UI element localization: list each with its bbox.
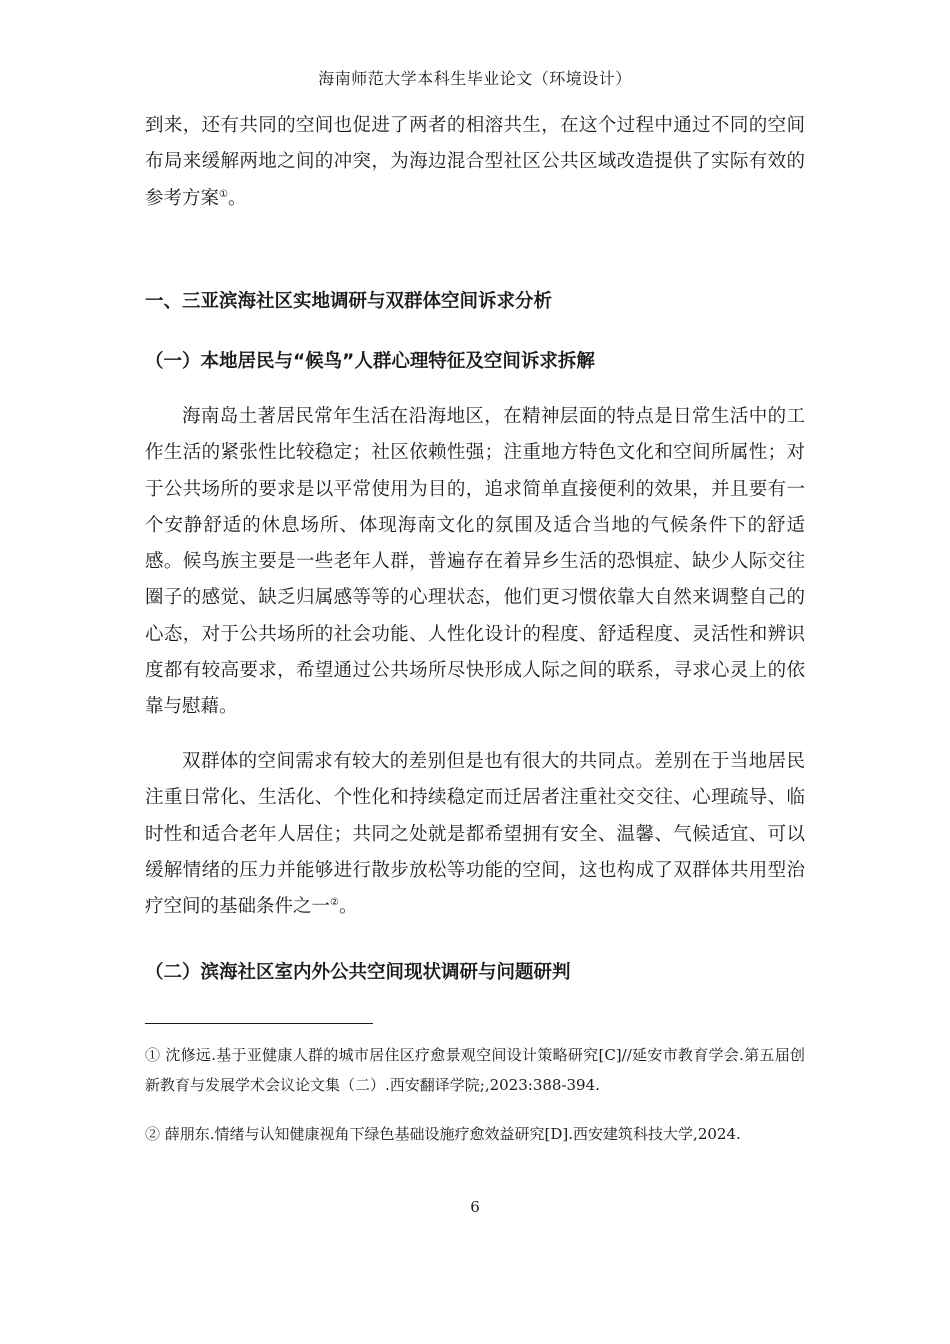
intro-paragraph-text: 到来，还有共同的空间也促进了两者的相溶共生，在这个过程中通过不同的空间布局来缓解两地之间的冲突，为海边混合型社区公共区域改造提供了实际有效的参考方案 xyxy=(145,115,805,209)
intro-paragraph-end: 。 xyxy=(227,187,247,209)
body-paragraph-2-text: 双群体的空间需求有较大的差别但是也有很大的共同点。差别在于当地居民注重日常化、生活化、个性化和持续稳定而迁居者注重社交交往、心理疏导、临时性和适合老年人居住；共同之处就是都希望拥有安全、温馨、气候适宜、可以缓解情绪的压力并能够进行散步放松等功能的空间，这也构成了双群体共用型治疗空间的基础条件之一 xyxy=(145,751,805,918)
footnote-1 xyxy=(145,1040,805,1100)
intro-paragraph xyxy=(145,108,805,217)
body-paragraph-1: 海南岛土著居民常年生活在沿海地区，在精神层面的特点是日常生活中的工作生活的紧张性比较稳定；社区依赖性强；注重地方特色文化和空间所属性；对于公共场所的要求是以平常使用为目的，追求简单直接便利的效果，并且要有一个安静舒适的休息场所、体现海南文化的氛围及适合当地的气候条件下的舒适感。候鸟族主要是一些老年人群，普遍存在着异乡生活的恐惧症、缺少人际交往圈子的感觉、缺乏归属感等等的心理状态，他们更习惯依靠大自然来调整自己的心态，对于公共场所的社会功能、人性化设计的程度、舒适程度、灵活性和辨识度都有较高要求，希望通过公共场所尽快形成人际之间的联系，寻求心灵上的依靠与慰藉。 xyxy=(145,406,805,718)
running-header: 海南师范大学本科生毕业论文（环境设计） xyxy=(318,69,632,88)
footnote-ref-2[interactable]: ② xyxy=(330,897,339,909)
footnote-2-marker: ② xyxy=(145,1125,161,1143)
page-number: 6 xyxy=(470,1198,480,1216)
footnote-divider xyxy=(145,1023,373,1024)
body-paragraph-2-end: 。 xyxy=(338,896,358,918)
footnote-2 xyxy=(145,1119,805,1149)
section-heading: 一、三亚滨海社区实地调研与双群体空间诉求分析 xyxy=(145,291,553,312)
footnote-1-text: 沈修远.基于亚健康人群的城市居住区疗愈景观空间设计策略研究[C]//延安市教育学会.第五届创新教育与发展学术会议论文集（二）.西安翻译学院;,2023:388-394. xyxy=(145,1046,805,1094)
footnote-ref-1[interactable]: ① xyxy=(219,188,228,200)
subsection-1-heading: （一）本地居民与“候鸟”人群心理特征及空间诉求拆解 xyxy=(145,351,595,372)
footnote-2-text: 薛朋东.情绪与认知健康视角下绿色基础设施疗愈效益研究[D].西安建筑科技大学,2024. xyxy=(160,1125,741,1143)
footnote-1-marker: ① xyxy=(145,1046,161,1064)
subsection-2-heading: （二）滨海社区室内外公共空间现状调研与问题研判 xyxy=(145,962,571,983)
body-paragraph-2 xyxy=(145,744,805,925)
